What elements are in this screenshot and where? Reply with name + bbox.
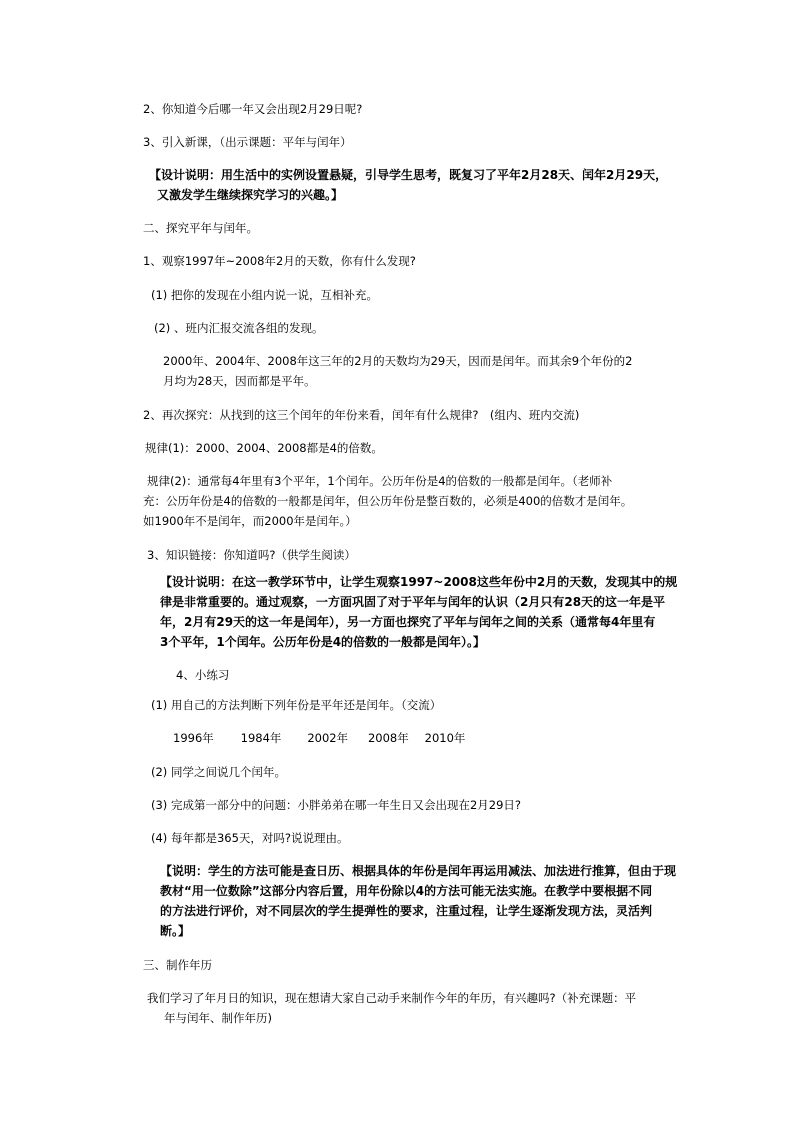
practice-2: (2) 同学之间说几个闰年。 <box>151 765 286 779</box>
note-line-2: 教材“用一位数除”这部分内容后置，用年份除以4的方法可能无法实施。在教学中要根据不同 <box>160 884 653 898</box>
observe-sub-2: (2) 、班内汇报交流各组的发现。 <box>154 321 324 335</box>
note-line-1: 【说明：学生的方法可能是查日历、根据具体的年份是闰年再运用减法、加法进行推算，但由于现 <box>160 864 677 878</box>
rule-2-line-2: 充：公历年份是4的倍数的一般都是闰年，但公历年份是整百数的，必须是400的倍数才是闰年。 <box>143 494 633 508</box>
design-note-2-line-1: 【设计说明：在这一教学环节中，让学生观察1997~2008这些年份中2月的天数，发现其中的规 <box>160 575 678 589</box>
year-item: 2010年 <box>424 731 466 745</box>
intro-line-1: 我们学习了年月日的知识，现在想请大家自己动手来制作今年的年历，有兴趣吗?（补充课题：平 <box>147 991 637 1005</box>
observe-item: 1、观察1997年~2008年2月的天数，你有什么发现? <box>143 254 416 268</box>
note-line-3: 的方法进行评价，对不同层次的学生提弹性的要求，注重过程，让学生逐渐发现方法，灵活判 <box>160 904 653 918</box>
design-note-2-line-2: 律是非常重要的。通过观察，一方面巩固了对于平年与闰年的认识（2月只有28天的这一年是平 <box>160 595 666 609</box>
practice-3: (3) 完成第一部分中的问题：小胖弟弟在哪一年生日又会出现在2月29日? <box>151 798 521 812</box>
year-item: 1984年 <box>240 731 282 745</box>
question-2: 2、你知道今后哪一年又会出现2月29日呢? <box>143 102 363 116</box>
rule-2-line-1: 规律(2)：通常每4年里有3个平年，1个闰年。公历年份是4的倍数的一般都是闰年。（老师补 <box>147 474 613 488</box>
design-note-1-line-1: 【设计说明：用生活中的实例设置悬疑，引导学生思考，既复习了平年2月28天、闰年2月29天， <box>149 168 668 182</box>
finding-line-2: 月均为28天，因而都是平年。 <box>163 374 316 388</box>
explore-again: 2、再次探究：从找到的这三个闰年的年份来看，闰年有什么规律? (组内、班内交流) <box>143 408 580 422</box>
year-list <box>173 730 465 746</box>
practice-heading: 4、小练习 <box>176 668 230 682</box>
year-item: 2008年 <box>367 731 409 745</box>
section-3-heading: 三、制作年历 <box>143 958 212 972</box>
finding-line-1: 2000年、2004年、2008年这三年的2月的天数均为29天，因而是闰年。而其余9个年份的2 <box>163 354 633 368</box>
year-item: 1996年 <box>173 731 214 745</box>
practice-4: (4) 每年都是365天，对吗?说说理由。 <box>151 831 349 845</box>
note-line-4: 断。】 <box>160 924 191 938</box>
design-note-2-line-3: 年，2月有29天的这一年是闰年），另一方面也探究了平年与闰年之间的关系（通常每4年里有 <box>160 615 656 629</box>
knowledge-link: 3、知识链接：你知道吗?（供学生阅读） <box>147 548 356 562</box>
observe-sub-1: (1) 把你的发现在小组内说一说，互相补充。 <box>151 288 378 302</box>
section-2-heading: 二、探究平年与闰年。 <box>143 221 258 235</box>
intro-line-2: 年与闰年、制作年历) <box>164 1011 272 1025</box>
practice-1: (1) 用自己的方法判断下列年份是平年还是闰年。（交流） <box>151 698 442 712</box>
year-item: 2002年 <box>307 731 349 745</box>
question-3: 3、引入新课，（出示课题：平年与闰年） <box>143 135 352 149</box>
rule-1: 规律(1)：2000、2004、2008都是4的倍数。 <box>145 441 383 455</box>
design-note-2-line-4: 3个平年，1个闰年。公历年份是4的倍数的一般都是闰年）。】 <box>160 635 486 649</box>
rule-2-line-3: 如1900年不是闰年，而2000年是闰年。） <box>143 514 357 528</box>
design-note-1-line-2: 又激发学生继续探究学习的兴趣。】 <box>157 188 344 202</box>
